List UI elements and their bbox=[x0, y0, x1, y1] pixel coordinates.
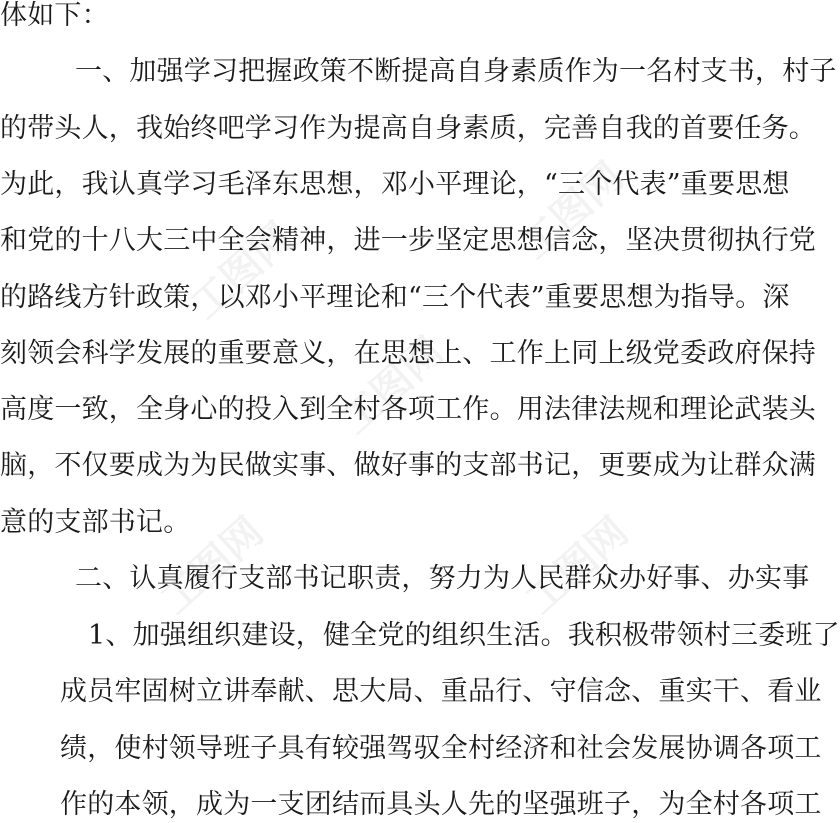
list-item-line: 1、加强组织建设，健全党的组织生活。我积极带领村三委班了 bbox=[88, 620, 840, 651]
text-line: 高度一致，全身心的投入到全村各项工作。用法律法规和理论武装头 bbox=[0, 394, 816, 425]
text-line: 作的本领，成为一支团结而具头人先的坚强班子，为全村各项工 bbox=[60, 789, 822, 820]
text-line: 的路线方针政策，以邓小平理论和“三个代表”重要思想为指导。深 bbox=[0, 282, 790, 313]
watermark: 工图网 bbox=[152, 508, 273, 624]
text-line: 为此，我认真学习毛泽东思想，邓小平理论，“三个代表”重要思想 bbox=[0, 169, 790, 200]
text-line: 刻领会科学发展的重要意义，在思想上、工作上同上级党委政府保持 bbox=[0, 338, 816, 369]
watermark: 工图网 bbox=[517, 508, 638, 624]
paragraph-heading-line: 一、加强学习把握政策不断提高自身素质作为一名村支书，村子 bbox=[75, 56, 837, 87]
text-line: 成员牢固树立讲奉献、思大局、重品行、守信念、重实干、看业 bbox=[60, 676, 822, 707]
section-heading-line: 二、认真履行支部书记职责，努力为人民群众办好事、办实事 bbox=[75, 563, 810, 594]
watermark: 工图网 bbox=[332, 328, 453, 444]
text-line: 绩，使村领导班子具有较强驾驭全村经济和社会发展协调各项工 bbox=[60, 733, 822, 764]
text-line: 脑，不仅要成为为民做实事、做好事的支部书记，更要成为让群众满 bbox=[0, 450, 816, 481]
text-line: 体如下： bbox=[0, 0, 109, 31]
text-line: 和党的十八大三中全会精神，进一步坚定思想信念，坚决贯彻执行党 bbox=[0, 225, 816, 256]
text-line: 意的支部书记。 bbox=[0, 507, 191, 538]
watermark: 工图网 bbox=[182, 213, 303, 329]
watermark: 工图网 bbox=[512, 153, 633, 269]
text-line: 的带头人，我始终吧学习作为提高自身素质，完善自我的首要任务。 bbox=[0, 113, 816, 144]
